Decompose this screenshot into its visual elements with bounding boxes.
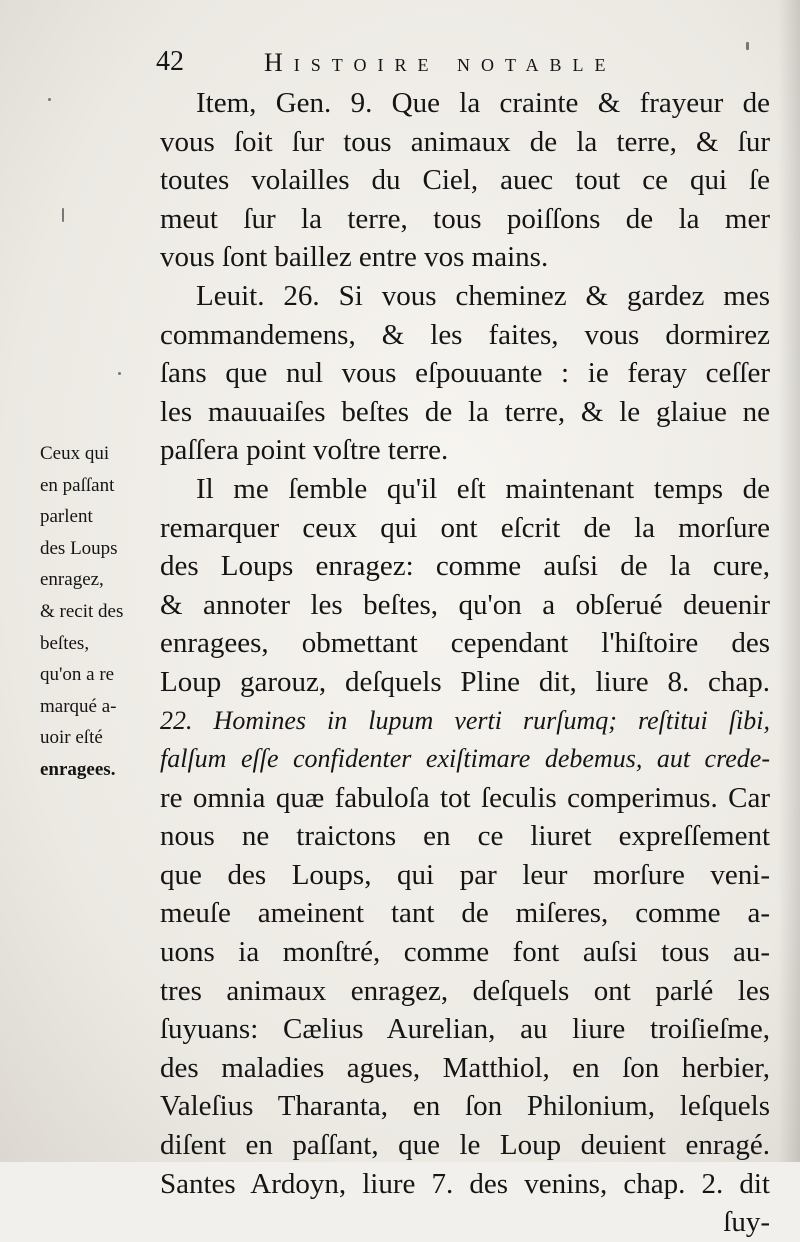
margin-note-line: des Loups [40,537,118,559]
body-text [160,84,770,1242]
body-line: nous ne traictons en ce liuret expreſſement [160,820,770,853]
body-line: uons ia monſtré, comme font auſsi tous au- [160,936,770,969]
body-line: re omnia quæ fabuloſa tot ſeculis comperimus. Car [160,781,770,814]
body-line-latin-quote: falſum eſſe confidenter exiſtimare debemus, aut crede- [160,744,770,774]
body-line: que des Loups, qui par leur morſure veni- [160,858,770,891]
body-line: des Loups enragez: comme auſsi de la cure, [160,550,770,583]
body-line: Valeſius Tharanta, en ſon Philonium, leſquels [160,1090,770,1123]
body-line: des maladies agues, Matthiol, en ſon herbier, [160,1051,770,1084]
margin-note-line: enragees. [40,758,116,780]
paper-speck [746,42,749,50]
body-line: commandemens, & les faites, vous dormirez [160,318,770,351]
margin-note-line: enragez, [40,569,104,591]
margin-note-line: & recit des [40,600,124,622]
paper-speck [118,372,121,375]
body-line: meuſe ameinent tant de miſeres, comme a- [160,897,770,930]
body-line: ſuyuans: Cælius Aurelian, au liure troiſieſme, [160,1013,770,1046]
body-line-latin-quote: 22. Homines in lupum verti rurſumq; reſtitui ſibi, [160,705,770,735]
catchword: ſuy- [723,1206,770,1239]
body-line: meut ſur la terre, tous poiſſons de la mer [160,202,770,235]
paper-speck [62,208,64,222]
margin-note-line: uoir eſté [40,727,103,749]
margin-note-line: qu'on a re [40,664,115,686]
body-line: ſans que nul vous eſpouuante : ie feray ceſſer [160,357,770,390]
body-line: Leuit. 26. Si vous cheminez & gardez mes [196,279,770,312]
margin-note-line: Ceux qui [40,443,110,464]
margin-note-line: beſtes, [40,632,90,654]
body-line: & annoter les beſtes, qu'on a obſerué deuenir [160,588,770,621]
page-header [156,40,796,84]
body-line: vous ſoit ſur tous animaux de la terre, & ſur [160,125,770,158]
body-line: Loup garouz, deſquels Pline dit, liure 8. chap. [160,665,770,698]
margin-note-line: en paſſant [40,474,115,496]
body-line: remarquer ceux qui ont eſcrit de la morſure [160,511,770,544]
body-line: enragees, obmettant cependant l'hiſtoire des [160,627,770,660]
page-spine-shadow [778,0,800,1162]
margin-note-line: parlent [40,506,93,528]
body-line: diſent en paſſant, que le Loup deuient enragé. [160,1129,770,1162]
body-line: toutes volailles du Ciel, auec tout ce qui ſe [160,164,770,197]
body-line: tres animaux enragez, deſquels ont parlé les [160,974,770,1007]
margin-note-line: marqué a- [40,695,117,717]
body-line: Item, Gen. 9. Que la crainte & frayeur de [196,87,770,119]
body-line: Santes Ardoyn, liure 7. des venins, chap. 2. dit [160,1167,770,1200]
body-line: Il me ſemble qu'il eſt maintenant temps de [196,472,770,505]
body-line: les mauuaiſes beſtes de la terre, & le glaiue ne [160,395,770,428]
paper-speck [48,98,51,101]
running-title: Histoire notable [264,48,617,77]
body-line: paſſera point voſtre terre. [160,434,449,467]
body-line: vous ſont baillez entre vos mains. [160,241,549,274]
page-number: 42 [156,46,184,77]
margin-note [40,438,158,786]
